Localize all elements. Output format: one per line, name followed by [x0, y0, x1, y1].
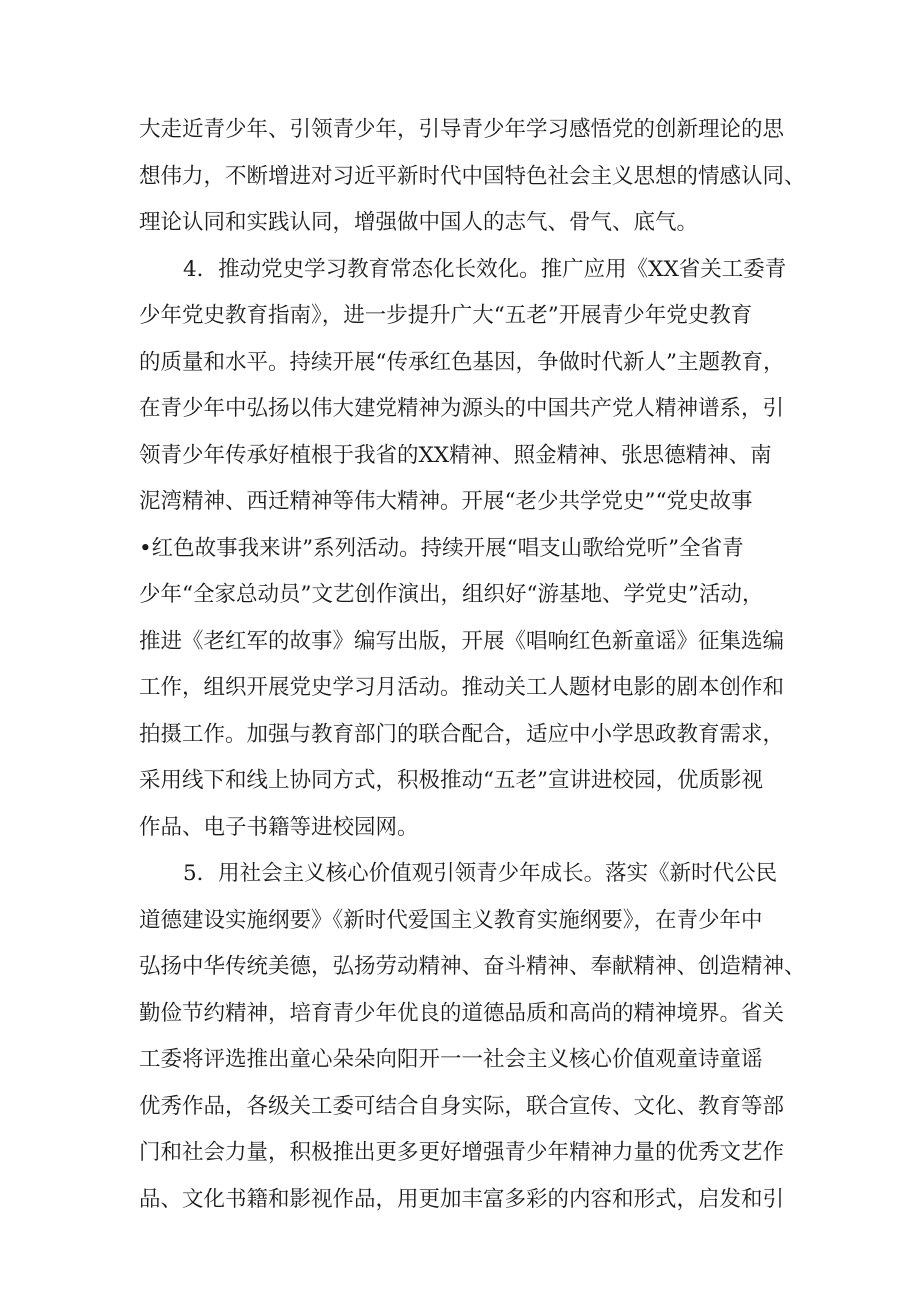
text-line: 的质量和水平。持续开展“传承红色基因，争做时代新人”主题教育， — [139, 350, 785, 375]
text-line: 工作，组织开展党史学习月活动。推动关工人题材电影的剧本创作和 — [139, 675, 785, 700]
text-line: •红色故事我来讲”系列活动。持续开展“唱支山歌给党听”全省青 — [139, 536, 744, 561]
text-line: 4．推动党史学习教育常态化长效化。推广应用《XX省关工委青 — [183, 257, 787, 282]
text-line: 理论认同和实践认同，增强做中国人的志气、骨气、底气。 — [139, 210, 699, 235]
text-line: 门和社会力量，积极推出更多更好增强青少年精神力量的优秀文艺作 — [139, 1140, 785, 1165]
text-line: 道德建设实施纲要》《新时代爱国主义教育实施纲要》，在青少年中 — [139, 908, 763, 933]
text-line: 采用线下和线上协同方式，积极推动“五老”宣讲进校园，优质影视 — [139, 768, 763, 793]
text-line: 推进《老红军的故事》编写出版，开展《唱响红色新童谣》征集选编 — [139, 629, 785, 654]
text-line: 少年党史教育指南》，进一步提升广大“五老”开展青少年党史教育 — [139, 303, 753, 328]
text-line: 品、文化书籍和影视作品，用更加丰富多彩的内容和形式，启发和引 — [139, 1187, 785, 1212]
text-line: 泥湾精神、西迁精神等伟大精神。开展“老少共学党史”“党史故事 — [139, 489, 753, 514]
text-line: 在青少年中弘扬以伟大建党精神为源头的中国共产党人精神谱系，引 — [139, 396, 785, 421]
text-line: 作品、电子书籍等进校园网。 — [139, 815, 419, 840]
text-line: 优秀作品，各级关工委可结合自身实际，联合宣传、文化、教育等部 — [139, 1094, 785, 1119]
text-line: 大走近青少年、引领青少年，引导青少年学习感悟党的创新理论的思 — [139, 117, 785, 142]
text-line: 勤俭节约精神，培育青少年优良的道德品质和高尚的精神境界。省关 — [139, 1001, 785, 1026]
text-line: 领青少年传承好植根于我省的XX精神、照金精神、张思德精神、南 — [139, 443, 772, 468]
text-line: 拍摄工作。加强与教育部门的联合配合，适应中小学思政教育需求， — [139, 722, 785, 747]
text-line: 想伟力，不断增进对习近平新时代中国特色社会主义思想的情感认同、 — [139, 164, 806, 189]
text-line: 少年“全家总动员”文艺创作演出，组织好“游基地、学党史”活动， — [139, 582, 764, 607]
text-line: 5．用社会主义核心价值观引领青少年成长。落实《新时代公民 — [183, 861, 778, 886]
text-line: 工委将评选推出童心朵朵向阳开一一社会主义核心价值观童诗童谣 — [139, 1047, 763, 1072]
text-line: 弘扬中华传统美德，弘扬劳动精神、奋斗精神、奉献精神、创造精神、 — [139, 954, 806, 979]
